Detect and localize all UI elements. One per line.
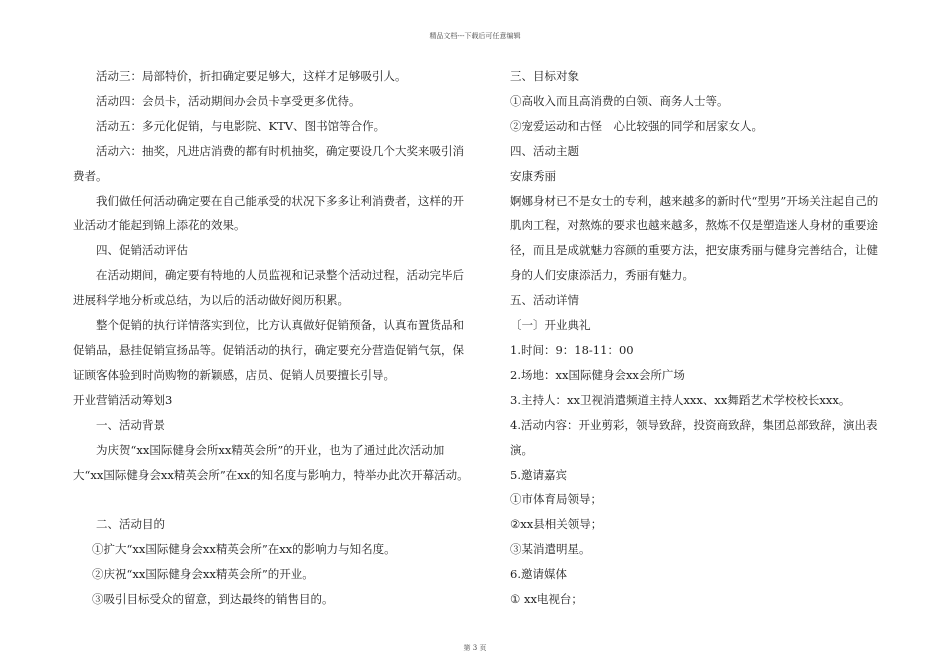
list-item: ①高收入而且高消费的白领、商务人士等。 [510,93,729,108]
list-item: ②庆祝“xx国际健身会xx精英会所”的开业。 [92,567,314,582]
theme-text: 安康秀丽 [510,168,556,183]
section-heading: 三、目标对象 [510,69,579,83]
list-item: ③某消遣明星。 [510,542,591,557]
section-heading: 四、促销活动评估 [96,243,188,258]
paragraph: 婀娜身材已不是女士的专利，越来越多的新时代“型男”开场关注起自己的肌肉工程，对熬炼的要求也越来越多，熬炼不仅是塑造迷人身材的重要途径，而且是成就魅力容颜的重要方法，把安康秀丽与健身完善结合，让健身的人们安康添活力，秀丽有魅力。 [510,193,879,283]
paragraph: 活动五：多元化促销，与电影院、KTV、图书馆等合作。 [96,118,386,133]
list-item: ②xx县相关领导； [510,517,603,532]
page-number: 第 3 页 [463,644,487,652]
section-heading: 二、活动目的 [96,517,165,532]
list-item: 6.邀请媒体 [510,567,567,582]
list-item: 4.活动内容：开业剪彩，领导致辞，投资商致辞，集团总部致辞，演出表演。 [510,417,878,457]
paragraph: 活动四：会员卡，活动期间办会员卡享受更多优待。 [96,93,361,108]
paragraph: 为庆贺“xx国际健身会所xx精英会所”的开业，也为了通过此次活动加大“xx国际健身会xx精英会所”在xx的知名度与影响力，特举办此次开幕活动。 [73,442,469,482]
paragraph: 整个促销的执行详情落实到位，比方认真做好促销预备，认真布置货品和促销品，悬挂促销宣扬品等。促销活动的执行，确定要充分营造促销气氛，保证顾客体验到时尚购物的新颖感，店员、促销人员要擅长引导。 [73,318,464,382]
list-item: 5.邀请嘉宾 [510,467,567,482]
list-item: ②宠爱运动和古怪 心比较强的同学和居家女人。 [510,118,763,133]
section-heading: 四、活动主题 [510,143,579,158]
paragraph: 活动三：局部特价，折扣确定要足够大，这样才足够吸引人。 [96,69,407,83]
section-heading: 一、活动背景 [96,417,165,432]
list-item: ①扩大“xx国际健身会xx精英会所”在xx的影响力与知名度。 [92,542,396,557]
list-item: 3.主持人：xx卫视消遣频道主持人xxx、xx舞蹈艺术学校校长xxx。 [510,392,851,407]
list-item: ① xx电视台； [510,592,583,607]
list-item: ①市体育局领导； [510,492,602,507]
subsection-heading: 〔一〕开业典礼 [510,318,591,333]
list-item: 1.时间：9：18-11：00 [510,342,634,357]
paragraph: 我们做任何活动确定要在自己能承受的状况下多多让利消费者，这样的开业活动才能起到锦上添花的效果。 [73,193,464,233]
page-header: 精品文档---下载后可任意编辑 [429,32,521,40]
section-heading: 五、活动详情 [510,293,579,308]
paragraph: 在活动期间，确定要有特地的人员监视和记录整个活动过程，活动完毕后进展科学地分析或总结，为以后的活动做好阅历积累。 [73,268,464,308]
list-item: ③吸引目标受众的留意，到达最终的销售目的。 [92,592,334,607]
right-column [510,64,887,612]
list-item: 2.场地：xx国际健身会xx会所广场 [510,367,685,382]
paragraph: 活动六：抽奖，凡进店消费的都有时机抽奖，确定要设几个大奖来吸引消费者。 [73,143,464,183]
spacer [73,487,470,512]
document-title: 开业营销活动筹划3 [73,392,173,407]
left-column [73,64,470,612]
